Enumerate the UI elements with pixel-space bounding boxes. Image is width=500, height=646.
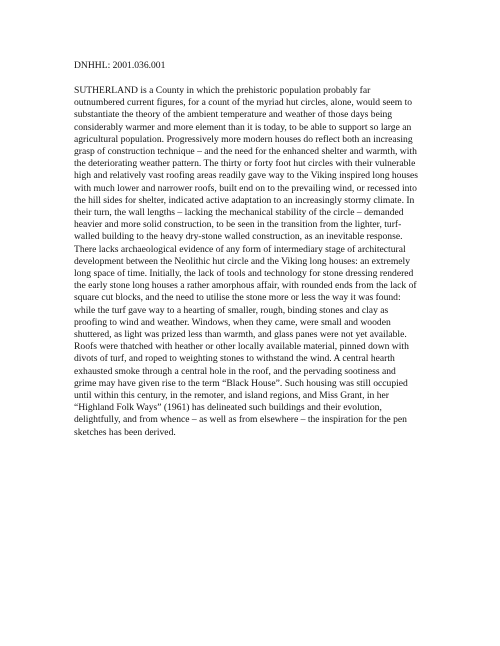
text-line: Roofs were thatched with heather or other locally available material, pinned down with	[74, 341, 409, 353]
text-line: delightfully, and from whence – as well as from elsewhere – the inspiration for the pen	[74, 414, 407, 426]
text-line: divots of turf, and roped to weighting stones to withstand the wind. A central hearth	[74, 353, 395, 365]
text-line: while the turf gave way to a hearting of smaller, rough, binding stones and clay as	[74, 304, 389, 316]
text-line: proofing to wind and weather. Windows, when they came, were small and wooden	[74, 316, 391, 328]
text-line: There lacks archaeological evidence of any form of intermediary stage of architectural	[74, 243, 406, 255]
text-line: exhausted smoke through a central hole in the roof, and the pervading sootiness and	[74, 365, 396, 377]
text-line: “Highland Folk Ways” (1961) has delineated such buildings and their evolution,	[74, 402, 382, 414]
text-line: considerably warmer and more element than it is today, to be able to support so large an	[74, 121, 412, 133]
text-line: outnumbered current figures, for a count of the myriad hut circles, alone, would seem to	[74, 97, 413, 109]
text-line: their turn, the wall lengths – lacking the mechanical stability of the circle – demanded	[74, 207, 404, 219]
text-line: square cut blocks, and the need to utilise the stone more or less the way it was found:	[74, 292, 401, 304]
text-line: grasp of construction technique – and the need for the enhanced shelter and warmth, with	[74, 146, 417, 158]
text-line: SUTHERLAND is a County in which the prehistoric population probably far	[74, 85, 371, 96]
text-line: the early stone long houses a rather amorphous affair, with rounded ends from the lack of	[74, 280, 417, 292]
text-line: substantiate the theory of the ambient temperature and weather of those days being	[74, 109, 393, 121]
text-line: long space of time. Initially, the lack of tools and technology for stone dressing rendered	[74, 268, 414, 280]
document-reference: DNHHL: 2001.036.001	[74, 60, 166, 71]
document-body	[74, 85, 494, 439]
text-line: shuttered, as light was prized less than warmth, and glass panes were not yet available.	[74, 329, 407, 341]
text-line: the hill sides for shelter, indicated active adaptation to an increasingly stormy climate. In	[74, 194, 415, 206]
text-line: grime may have given rise to the term “Black House”. Such housing was still occupied	[74, 377, 408, 389]
text-line: the deteriorating weather pattern. The thirty or forty foot hut circles with their vulnerable	[74, 158, 416, 170]
text-line: agricultural population. Progressively more modern houses do reflect both an increasing	[74, 133, 413, 145]
text-line: high and relatively vast roofing areas readily gave way to the Viking inspired long houses	[74, 170, 419, 182]
text-line: heavier and more solid construction, to be seen in the transition from the lighter, turf-	[74, 219, 402, 231]
text-line: development between the Neolithic hut circle and the Viking long houses: an extremely	[74, 255, 410, 267]
text-line: sketches has been derived.	[74, 426, 176, 438]
text-line: with much lower and narrower roofs, built end on to the prevailing wind, or recessed into	[74, 182, 417, 194]
text-line: until within this century, in the remoter, and island regions, and Miss Grant, in her	[74, 390, 389, 402]
text-line: walled building to the heavy dry-stone walled construction, as an inevitable response.	[74, 231, 403, 243]
